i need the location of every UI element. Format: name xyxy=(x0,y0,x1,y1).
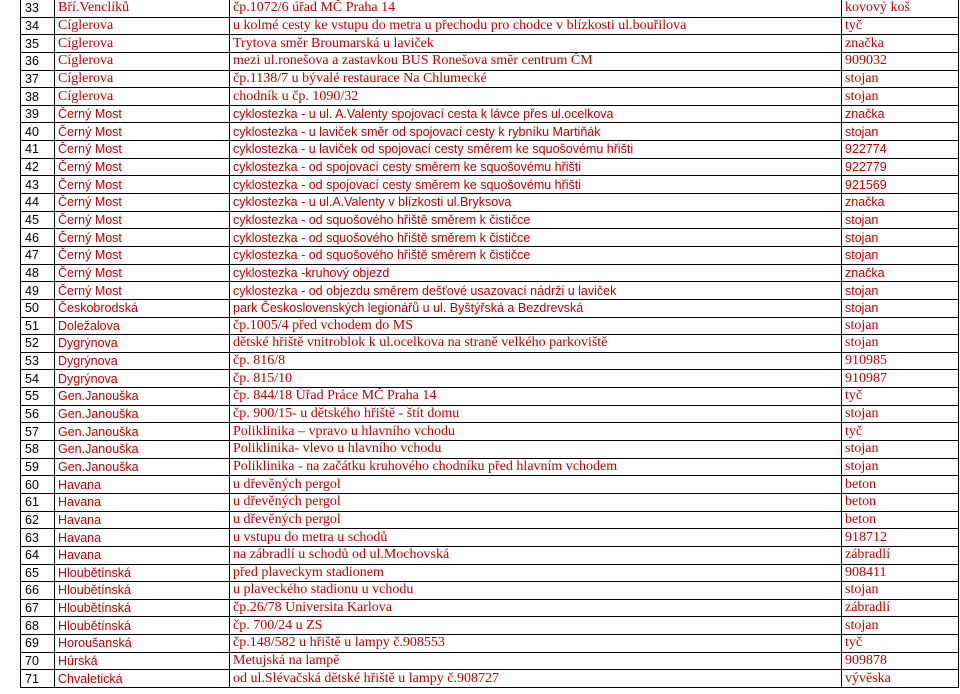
row-number-cell: 48 xyxy=(21,264,55,282)
street-cell: Chvaletická xyxy=(55,670,230,688)
street-cell: Havana xyxy=(55,529,230,547)
type-cell: 910985 xyxy=(842,352,959,370)
row-number-cell: 50 xyxy=(21,299,55,317)
street-cell: Havana xyxy=(55,476,230,494)
type-cell: stojan xyxy=(842,282,959,300)
type-cell: značka xyxy=(842,194,959,212)
table-row xyxy=(21,282,959,300)
street-cell: Húrská xyxy=(55,652,230,670)
table-row xyxy=(21,158,959,176)
table-row xyxy=(21,617,959,635)
type-cell: stojan xyxy=(842,229,959,247)
type-cell: stojan xyxy=(842,405,959,423)
row-number-cell: 68 xyxy=(21,617,55,635)
location-cell: u dřevěných pergol xyxy=(230,511,842,529)
street-cell: Gen.Janouška xyxy=(55,388,230,406)
street-cell: Černý Most xyxy=(55,141,230,159)
table-row xyxy=(21,546,959,564)
table-row xyxy=(21,317,959,335)
location-cell: u plaveckého stadionu u vchodu xyxy=(230,582,842,600)
table-row xyxy=(21,635,959,653)
row-number-cell: 62 xyxy=(21,511,55,529)
location-cell: cyklostezka - od spojovací cesty směrem ke squošovému hřišti xyxy=(230,176,842,194)
row-number-cell: 51 xyxy=(21,317,55,335)
table-row xyxy=(21,476,959,494)
table-body xyxy=(21,0,959,687)
street-cell: Hloubětínská xyxy=(55,599,230,617)
location-cell: Poliklinika- vlevo u hlavního vchodu xyxy=(230,441,842,459)
location-cell: čp. 815/10 xyxy=(230,370,842,388)
row-number-cell: 59 xyxy=(21,458,55,476)
row-number-cell: 34 xyxy=(21,17,55,35)
type-cell: stojan xyxy=(842,246,959,264)
type-cell: zábradlí xyxy=(842,599,959,617)
table-row xyxy=(21,194,959,212)
table-row xyxy=(21,388,959,406)
table-row xyxy=(21,176,959,194)
location-cell: čp.1005/4 před vchodem do MS xyxy=(230,317,842,335)
street-cell: Hloubětínská xyxy=(55,617,230,635)
row-number-cell: 66 xyxy=(21,582,55,600)
table-row xyxy=(21,17,959,35)
location-cell: cyklostezka - od squošového hřiště směrem k čističce xyxy=(230,229,842,247)
table-row xyxy=(21,335,959,353)
location-cell: u dřevěných pergol xyxy=(230,493,842,511)
table-row xyxy=(21,493,959,511)
street-cell: Dygrýnova xyxy=(55,335,230,353)
location-cell: cyklostezka - od squošového hřiště směrem k čističce xyxy=(230,211,842,229)
row-number-cell: 58 xyxy=(21,441,55,459)
street-cell: Černý Most xyxy=(55,105,230,123)
row-number-cell: 37 xyxy=(21,70,55,88)
row-number-cell: 57 xyxy=(21,423,55,441)
location-cell: čp.26/78 Universita Karlova xyxy=(230,599,842,617)
table-row xyxy=(21,670,959,688)
type-cell: tyč xyxy=(842,423,959,441)
type-cell: kovový koš xyxy=(842,0,959,17)
row-number-cell: 36 xyxy=(21,52,55,70)
location-cell: cyklostezka - od squošového hřiště směrem k čističce xyxy=(230,246,842,264)
street-cell: Černý Most xyxy=(55,194,230,212)
table-row xyxy=(21,264,959,282)
location-cell: čp.1138/7 u bývalé restaurace Na Chlumecké xyxy=(230,70,842,88)
type-cell: tyč xyxy=(842,635,959,653)
location-cell: dětské hřiště vnitroblok k ul.ocelkova na straně velkého parkoviště xyxy=(230,335,842,353)
location-cell: mezi ul.ronešova a zastavkou BUS Ronešova směr centrum ČM xyxy=(230,52,842,70)
location-cell: čp.148/582 u hřiště u lampy č.908553 xyxy=(230,635,842,653)
street-cell: Havana xyxy=(55,546,230,564)
row-number-cell: 43 xyxy=(21,176,55,194)
location-cell: Metujská na lampě xyxy=(230,652,842,670)
type-cell: stojan xyxy=(842,211,959,229)
location-cell: čp. 844/18 Úřad Práce MČ Praha 14 xyxy=(230,388,842,406)
type-cell: beton xyxy=(842,476,959,494)
street-cell: Cíglerova xyxy=(55,88,230,106)
row-number-cell: 33 xyxy=(21,0,55,17)
street-cell: Horoušanská xyxy=(55,635,230,653)
table-row xyxy=(21,652,959,670)
location-cell: čp. 700/24 u ZS xyxy=(230,617,842,635)
street-cell: Havana xyxy=(55,511,230,529)
location-cell: u kolmé cesty ke vstupu do metra u přechodu pro chodce v blízkosti ul.bouřilova xyxy=(230,17,842,35)
row-number-cell: 39 xyxy=(21,105,55,123)
type-cell: stojan xyxy=(842,617,959,635)
location-cell: čp.1072/6 úřad MČ Praha 14 xyxy=(230,0,842,17)
type-cell: stojan xyxy=(842,70,959,88)
row-number-cell: 67 xyxy=(21,599,55,617)
row-number-cell: 61 xyxy=(21,493,55,511)
type-cell: stojan xyxy=(842,88,959,106)
row-number-cell: 46 xyxy=(21,229,55,247)
location-cell: od ul.Slévačská dětské hřiště u lampy č.908727 xyxy=(230,670,842,688)
street-cell: Gen.Janouška xyxy=(55,405,230,423)
row-number-cell: 35 xyxy=(21,35,55,53)
row-number-cell: 71 xyxy=(21,670,55,688)
street-cell: Cíglerova xyxy=(55,35,230,53)
table-row xyxy=(21,458,959,476)
type-cell: stojan xyxy=(842,582,959,600)
street-cell: Gen.Janouška xyxy=(55,423,230,441)
row-number-cell: 54 xyxy=(21,370,55,388)
table-row xyxy=(21,52,959,70)
table-row xyxy=(21,441,959,459)
location-cell: Poliklinika - na začátku kruhového chodníku před hlavním vchodem xyxy=(230,458,842,476)
type-cell: zábradlí xyxy=(842,546,959,564)
table-row xyxy=(21,141,959,159)
table-row xyxy=(21,564,959,582)
row-number-cell: 52 xyxy=(21,335,55,353)
street-cell: Doležalova xyxy=(55,317,230,335)
type-cell: stojan xyxy=(842,335,959,353)
table-row xyxy=(21,70,959,88)
table-row xyxy=(21,370,959,388)
row-number-cell: 55 xyxy=(21,388,55,406)
table-row xyxy=(21,211,959,229)
type-cell: vývěska xyxy=(842,670,959,688)
location-cell: Trytova směr Broumarská u laviček xyxy=(230,35,842,53)
type-cell: 909878 xyxy=(842,652,959,670)
street-cell: Hloubětínská xyxy=(55,564,230,582)
table-row xyxy=(21,352,959,370)
street-cell: Gen.Janouška xyxy=(55,441,230,459)
type-cell: stojan xyxy=(842,441,959,459)
street-cell: Černý Most xyxy=(55,229,230,247)
location-cell: cyklostezka - od spojovací cesty směrem ke squošovému hřišti xyxy=(230,158,842,176)
type-cell: stojan xyxy=(842,317,959,335)
table-row xyxy=(21,0,959,17)
street-cell: Hloubětínská xyxy=(55,582,230,600)
row-number-cell: 65 xyxy=(21,564,55,582)
location-cell: u dřevěných pergol xyxy=(230,476,842,494)
type-cell: 922774 xyxy=(842,141,959,159)
street-cell: Dygrýnova xyxy=(55,352,230,370)
row-number-cell: 41 xyxy=(21,141,55,159)
location-cell: cyklostezka - u laviček směr od spojovací cesty k rybníku Martiňák xyxy=(230,123,842,141)
street-cell: Havana xyxy=(55,493,230,511)
street-cell: Bří.Venclíků xyxy=(55,0,230,17)
row-number-cell: 63 xyxy=(21,529,55,547)
location-cell: cyklostezka - od objezdu směrem dešťové usazovací nádrži u laviček xyxy=(230,282,842,300)
location-cell: čp. 816/8 xyxy=(230,352,842,370)
table-row xyxy=(21,229,959,247)
location-cell: Poliklinika – vpravo u hlavního vchodu xyxy=(230,423,842,441)
row-number-cell: 49 xyxy=(21,282,55,300)
street-cell: Cíglerova xyxy=(55,70,230,88)
type-cell: značka xyxy=(842,105,959,123)
location-cell: cyklostezka - u ul.A.Valenty v blízkosti ul.Bryksova xyxy=(230,194,842,212)
location-cell: na zábradlí u schodů od ul.Mochovská xyxy=(230,546,842,564)
table-row xyxy=(21,105,959,123)
street-cell: Černý Most xyxy=(55,264,230,282)
type-cell: značka xyxy=(842,35,959,53)
street-cell: Černý Most xyxy=(55,211,230,229)
row-number-cell: 69 xyxy=(21,635,55,653)
street-cell: Černý Most xyxy=(55,176,230,194)
row-number-cell: 38 xyxy=(21,88,55,106)
type-cell: stojan xyxy=(842,458,959,476)
street-cell: Černý Most xyxy=(55,158,230,176)
location-cell: před plaveckym stadionem xyxy=(230,564,842,582)
location-cell: čp. 900/15- u dětského hřiště - štít domu xyxy=(230,405,842,423)
type-cell: stojan xyxy=(842,123,959,141)
table-row xyxy=(21,511,959,529)
table-row xyxy=(21,299,959,317)
street-cell: Gen.Janouška xyxy=(55,458,230,476)
street-cell: Dygrýnova xyxy=(55,370,230,388)
table-row xyxy=(21,599,959,617)
type-cell: 918712 xyxy=(842,529,959,547)
type-cell: 922779 xyxy=(842,158,959,176)
table-row xyxy=(21,88,959,106)
type-cell: 909032 xyxy=(842,52,959,70)
table-row xyxy=(21,529,959,547)
street-cell: Černý Most xyxy=(55,282,230,300)
type-cell: 910987 xyxy=(842,370,959,388)
street-cell: Černý Most xyxy=(55,246,230,264)
table-row xyxy=(21,35,959,53)
location-cell: chodník u čp. 1090/32 xyxy=(230,88,842,106)
row-number-cell: 53 xyxy=(21,352,55,370)
table-row xyxy=(21,405,959,423)
row-number-cell: 56 xyxy=(21,405,55,423)
location-cell: cyklostezka - u ul. A.Valenty spojovací cesta k lávce přes ul.ocelkova xyxy=(230,105,842,123)
row-number-cell: 42 xyxy=(21,158,55,176)
row-number-cell: 45 xyxy=(21,211,55,229)
street-cell: Českobrodská xyxy=(55,299,230,317)
type-cell: značka xyxy=(842,264,959,282)
table-row xyxy=(21,123,959,141)
table-row xyxy=(21,423,959,441)
location-cell: park Československých legionářů u ul. Byštýřská a Bezdrevská xyxy=(230,299,842,317)
street-cell: Cíglerova xyxy=(55,52,230,70)
data-table xyxy=(20,0,959,688)
row-number-cell: 40 xyxy=(21,123,55,141)
location-cell: cyklostezka - u laviček od spojovací cesty směrem ke squošovému hřišti xyxy=(230,141,842,159)
type-cell: beton xyxy=(842,511,959,529)
location-cell: cyklostezka -kruhový objezd xyxy=(230,264,842,282)
table-row xyxy=(21,582,959,600)
row-number-cell: 64 xyxy=(21,546,55,564)
row-number-cell: 44 xyxy=(21,194,55,212)
table-row xyxy=(21,246,959,264)
type-cell: stojan xyxy=(842,299,959,317)
type-cell: beton xyxy=(842,493,959,511)
location-cell: u vstupu do metra u schodů xyxy=(230,529,842,547)
row-number-cell: 47 xyxy=(21,246,55,264)
type-cell: tyč xyxy=(842,17,959,35)
row-number-cell: 60 xyxy=(21,476,55,494)
type-cell: 921569 xyxy=(842,176,959,194)
street-cell: Černý Most xyxy=(55,123,230,141)
street-cell: Cíglerova xyxy=(55,17,230,35)
row-number-cell: 70 xyxy=(21,652,55,670)
type-cell: 908411 xyxy=(842,564,959,582)
type-cell: tyč xyxy=(842,388,959,406)
